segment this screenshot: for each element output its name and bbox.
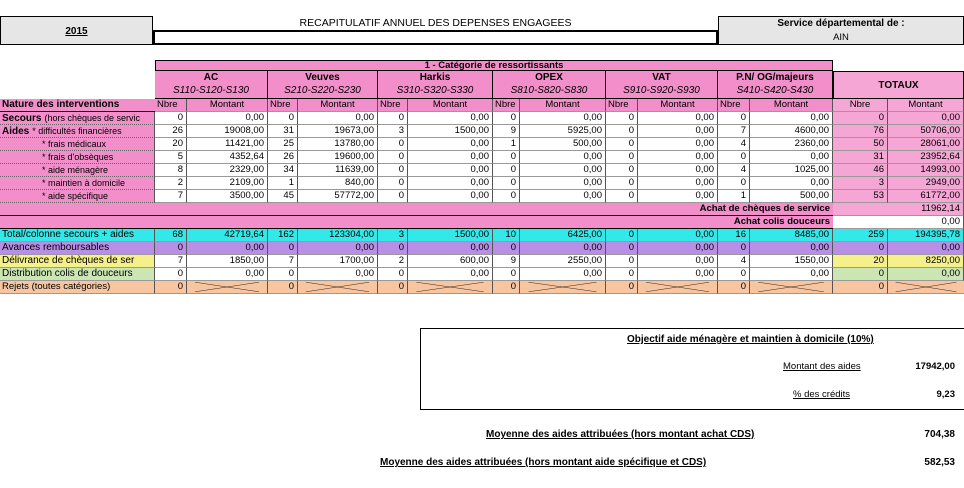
row-total-montant: 50706,00 (888, 125, 964, 138)
credits-label: % des crédits (793, 389, 851, 400)
row-montant: 2109,00 (187, 177, 268, 190)
row-nbre: 1 (268, 177, 298, 190)
moyenne2-label: Moyenne des aides attribuées (hors montant aide spécifique et CDS) (380, 457, 707, 468)
nbre-header: Nbre (268, 99, 298, 112)
row-group: Aides (2, 126, 30, 137)
row-nbre: 1 (718, 190, 750, 203)
row-montant: 0,00 (750, 177, 833, 190)
category-name: OPEX (535, 72, 563, 83)
category-codes: S310-S320-S330 (396, 85, 474, 96)
montant-header: Montant (408, 99, 493, 112)
montant-header: Montant (750, 99, 833, 112)
service-value: AIN (833, 32, 849, 43)
category-name: Veuves (305, 72, 340, 83)
row-montant: 500,00 (750, 190, 833, 203)
category-header (606, 71, 718, 99)
nbre-header: Nbre (606, 99, 638, 112)
avances-nbre: 0 (155, 242, 187, 255)
avances-montant: 0,00 (408, 242, 493, 255)
row-montant: 11421,00 (187, 138, 268, 151)
delivrance-montant: 1850,00 (187, 255, 268, 268)
category-header (378, 71, 493, 99)
row-nbre: 5 (155, 151, 187, 164)
delivrance-nbre: 7 (268, 255, 298, 268)
rejets-nbre: 0 (268, 281, 298, 294)
row-nbre: 0 (493, 112, 520, 125)
rejets-nbre: 0 (606, 281, 638, 294)
row-nbre: 7 (155, 190, 187, 203)
report-title: RECAPITULATIF ANNUEL DES DEPENSES ENGAGEES (299, 17, 572, 29)
delivrance-nbre: 9 (493, 255, 520, 268)
avances-nbre: 0 (718, 242, 750, 255)
row-label (0, 138, 155, 151)
category-codes: S910-S920-S930 (623, 85, 700, 96)
total-row-montant: 8485,00 (750, 229, 833, 242)
row-total-montant: 61772,00 (888, 190, 964, 203)
category-codes: S210-S220-S230 (284, 85, 361, 96)
row-montant: 0,00 (298, 112, 378, 125)
row-montant: 0,00 (638, 138, 718, 151)
row-montant: 0,00 (638, 190, 718, 203)
category-header (718, 71, 833, 99)
nbre-header: Nbre (378, 99, 408, 112)
distribution-montant: 0,00 (520, 268, 606, 281)
total-montant-header: Montant (888, 99, 964, 112)
total-row-montant: 6425,00 (520, 229, 606, 242)
row-montant: 0,00 (408, 112, 493, 125)
category-name: P.N/ OG/majeurs (736, 72, 814, 83)
row-group: Secours (2, 113, 42, 124)
row-nbre: 8 (155, 164, 187, 177)
category-title: 1 - Catégorie de ressortissants (155, 60, 833, 71)
row-montant: 1500,00 (408, 125, 493, 138)
row-montant: 19673,00 (298, 125, 378, 138)
row-montant: 0,00 (638, 112, 718, 125)
cross-cell (888, 281, 964, 294)
row-montant: 0,00 (408, 138, 493, 151)
delivrance-nbre: 2 (378, 255, 408, 268)
nbre-header: Nbre (718, 99, 750, 112)
distribution-total-montant: 0,00 (888, 268, 964, 281)
row-montant: 19008,00 (187, 125, 268, 138)
row-nbre: 0 (606, 112, 638, 125)
montant-header: Montant (298, 99, 378, 112)
cross-cell (520, 281, 606, 294)
row-nbre: 0 (378, 177, 408, 190)
category-codes: S410-S420-S430 (736, 85, 814, 96)
delivrance-nbre: 0 (606, 255, 638, 268)
row-text: (hors chèques de servic (44, 113, 141, 123)
row-nbre: 0 (493, 190, 520, 203)
row-montant: 500,00 (520, 138, 606, 151)
row-label (0, 190, 155, 203)
row-montant: 0,00 (408, 177, 493, 190)
title-box (153, 30, 718, 45)
avances-montant: 0,00 (520, 242, 606, 255)
row-montant: 5925,00 (520, 125, 606, 138)
row-montant: 3500,00 (187, 190, 268, 203)
avances-nbre: 0 (606, 242, 638, 255)
avances-montant: 0,00 (750, 242, 833, 255)
distribution-nbre: 0 (378, 268, 408, 281)
row-nbre: 0 (606, 151, 638, 164)
delivrance-nbre: 7 (155, 255, 187, 268)
row-total-montant: 2949,00 (888, 177, 964, 190)
category-header (493, 71, 606, 99)
distribution-montant: 0,00 (408, 268, 493, 281)
rejets-nbre: 0 (378, 281, 408, 294)
row-total-nbre: 53 (833, 190, 888, 203)
row-montant: 840,00 (298, 177, 378, 190)
avances-montant: 0,00 (187, 242, 268, 255)
category-name: AC (203, 72, 219, 83)
row-label (0, 125, 155, 138)
row-nbre: 0 (155, 112, 187, 125)
row-montant: 4352,64 (187, 151, 268, 164)
distribution-nbre: 0 (606, 268, 638, 281)
moyenne1-label: Moyenne des aides attribuées (hors montant achat CDS) (486, 429, 755, 440)
row-nbre: 26 (268, 151, 298, 164)
delivrance-montant: 0,00 (638, 255, 718, 268)
avances-label: Avances remboursables (0, 242, 155, 255)
row-nbre: 0 (606, 138, 638, 151)
avances-total-montant: 0,00 (888, 242, 964, 255)
moyenne2-value: 582,53 (924, 457, 955, 468)
distribution-montant: 0,00 (638, 268, 718, 281)
row-montant: 13780,00 (298, 138, 378, 151)
distribution-montant: 0,00 (187, 268, 268, 281)
row-nbre: 34 (268, 164, 298, 177)
delivrance-total-montant: 8250,00 (888, 255, 964, 268)
row-montant: 0,00 (408, 190, 493, 203)
row-nbre: 0 (268, 112, 298, 125)
row-total-montant: 0,00 (888, 112, 964, 125)
category-name: Harkis (419, 72, 451, 83)
distribution-nbre: 0 (155, 268, 187, 281)
cross-cell (408, 281, 493, 294)
row-nbre: 0 (378, 112, 408, 125)
achat-cheques-value: 11962,14 (833, 203, 964, 216)
row-nbre: 0 (493, 151, 520, 164)
delivrance-montant: 1550,00 (750, 255, 833, 268)
row-montant: 0,00 (187, 112, 268, 125)
delivrance-label: Délivrance de chèques de ser (0, 255, 155, 268)
row-text: * frais d'obsèques (42, 152, 114, 162)
avances-nbre: 0 (378, 242, 408, 255)
row-total-nbre: 0 (833, 112, 888, 125)
row-label (0, 164, 155, 177)
row-montant: 0,00 (750, 151, 833, 164)
row-montant: 0,00 (638, 125, 718, 138)
row-nbre: 2 (155, 177, 187, 190)
avances-montant: 0,00 (298, 242, 378, 255)
total-row-total-nbre: 259 (833, 229, 888, 242)
row-total-nbre: 50 (833, 138, 888, 151)
row-nbre: 25 (268, 138, 298, 151)
row-nbre: 1 (493, 138, 520, 151)
row-label (0, 112, 155, 125)
total-nbre-header: Nbre (833, 99, 888, 112)
row-nbre: 0 (493, 177, 520, 190)
total-row-nbre: 16 (718, 229, 750, 242)
rejets-label: Rejets (toutes catégories) (0, 281, 155, 294)
row-total-nbre: 46 (833, 164, 888, 177)
service-label: Service départemental de : (777, 18, 905, 29)
row-nbre: 0 (378, 164, 408, 177)
total-row-nbre: 0 (606, 229, 638, 242)
row-montant: 0,00 (750, 112, 833, 125)
montant-header: Montant (638, 99, 718, 112)
row-montant: 19600,00 (298, 151, 378, 164)
delivrance-montant: 600,00 (408, 255, 493, 268)
row-total-montant: 14993,00 (888, 164, 964, 177)
row-montant: 0,00 (638, 151, 718, 164)
montant-aides-label: Montant des aides (783, 361, 861, 372)
category-name: VAT (652, 72, 671, 83)
objectif-title: Objectif aide ménagère et maintien à domicile (10%) (627, 334, 874, 345)
row-nbre: 31 (268, 125, 298, 138)
cross-cell (187, 281, 268, 294)
delivrance-total-nbre: 20 (833, 255, 888, 268)
year-label: 2015 (65, 26, 88, 37)
total-row-label: Total/colonne secours + aides (0, 229, 155, 242)
service-cell (718, 16, 964, 45)
cross-cell (638, 281, 718, 294)
achat-cheques-label: Achat de chèques de service (0, 203, 833, 216)
row-nbre: 45 (268, 190, 298, 203)
nbre-header: Nbre (493, 99, 520, 112)
distribution-label: Distribution colis de douceurs (0, 268, 155, 281)
row-nbre: 26 (155, 125, 187, 138)
row-text: * difficultés financières (32, 126, 122, 136)
delivrance-montant: 2550,00 (520, 255, 606, 268)
row-nbre: 0 (606, 125, 638, 138)
achat-colis-value: 0,00 (833, 216, 964, 229)
category-header (268, 71, 378, 99)
row-label (0, 177, 155, 190)
distribution-total-nbre: 0 (833, 268, 888, 281)
row-nbre: 0 (606, 190, 638, 203)
rejets-total-nbre: 0 (833, 281, 888, 294)
row-montant: 2329,00 (187, 164, 268, 177)
total-row-montant: 42719,64 (187, 229, 268, 242)
delivrance-montant: 1700,00 (298, 255, 378, 268)
row-text: * frais médicaux (42, 139, 107, 149)
total-row-nbre: 10 (493, 229, 520, 242)
row-montant: 0,00 (638, 177, 718, 190)
total-row-nbre: 3 (378, 229, 408, 242)
distribution-montant: 0,00 (298, 268, 378, 281)
row-nbre: 4 (718, 138, 750, 151)
rejets-nbre: 0 (155, 281, 187, 294)
row-montant: 0,00 (520, 151, 606, 164)
row-nbre: 20 (155, 138, 187, 151)
year-cell (0, 16, 153, 45)
row-nbre: 4 (718, 164, 750, 177)
row-total-montant: 23952,64 (888, 151, 964, 164)
row-montant: 4600,00 (750, 125, 833, 138)
achat-colis-label: Achat colis douceurs (0, 216, 833, 229)
total-row-total-montant: 194395,78 (888, 229, 964, 242)
credits-value: 9,23 (936, 389, 955, 400)
distribution-nbre: 0 (493, 268, 520, 281)
distribution-nbre: 0 (718, 268, 750, 281)
row-nbre: 0 (718, 151, 750, 164)
row-text: * aide spécifique (42, 191, 109, 201)
row-nbre: 7 (718, 125, 750, 138)
row-nbre: 9 (493, 125, 520, 138)
avances-montant: 0,00 (638, 242, 718, 255)
montant-aides-value: 17942,00 (915, 361, 955, 372)
row-nbre: 0 (378, 151, 408, 164)
row-nbre: 0 (493, 164, 520, 177)
row-total-montant: 28061,00 (888, 138, 964, 151)
total-row-montant: 123304,00 (298, 229, 378, 242)
row-montant: 0,00 (520, 112, 606, 125)
delivrance-nbre: 4 (718, 255, 750, 268)
row-nbre: 0 (378, 138, 408, 151)
row-nbre: 0 (606, 164, 638, 177)
row-montant: 1025,00 (750, 164, 833, 177)
avances-nbre: 0 (268, 242, 298, 255)
distribution-nbre: 0 (268, 268, 298, 281)
nbre-header: Nbre (155, 99, 187, 112)
total-row-montant: 0,00 (638, 229, 718, 242)
row-text: * maintien à domicile (42, 178, 126, 188)
row-montant: 0,00 (408, 164, 493, 177)
row-montant: 57772,00 (298, 190, 378, 203)
rejets-nbre: 0 (493, 281, 520, 294)
cross-cell (298, 281, 378, 294)
row-total-nbre: 76 (833, 125, 888, 138)
row-montant: 2360,00 (750, 138, 833, 151)
row-text: * aide ménagère (42, 165, 109, 175)
total-row-nbre: 162 (268, 229, 298, 242)
montant-header: Montant (520, 99, 606, 112)
montant-header: Montant (187, 99, 268, 112)
row-nbre: 0 (718, 177, 750, 190)
row-montant: 0,00 (520, 177, 606, 190)
category-header (155, 71, 268, 99)
rejets-nbre: 0 (718, 281, 750, 294)
nature-label: Nature des interventions (0, 99, 155, 112)
cross-cell (750, 281, 833, 294)
row-nbre: 0 (378, 190, 408, 203)
row-montant: 0,00 (638, 164, 718, 177)
total-row-nbre: 68 (155, 229, 187, 242)
moyenne1-value: 704,38 (924, 429, 955, 440)
row-montant: 0,00 (408, 151, 493, 164)
row-nbre: 3 (378, 125, 408, 138)
category-codes: S810-S820-S830 (510, 85, 588, 96)
row-nbre: 0 (606, 177, 638, 190)
category-codes: S110-S120-S130 (173, 85, 249, 96)
row-total-nbre: 3 (833, 177, 888, 190)
row-total-nbre: 31 (833, 151, 888, 164)
row-label (0, 151, 155, 164)
avances-nbre: 0 (493, 242, 520, 255)
distribution-montant: 0,00 (750, 268, 833, 281)
row-montant: 0,00 (520, 164, 606, 177)
total-row-montant: 1500,00 (408, 229, 493, 242)
row-nbre: 0 (718, 112, 750, 125)
avances-total-nbre: 0 (833, 242, 888, 255)
totals-header: TOTAUX (833, 71, 964, 99)
row-montant: 0,00 (520, 190, 606, 203)
row-montant: 11639,00 (298, 164, 378, 177)
